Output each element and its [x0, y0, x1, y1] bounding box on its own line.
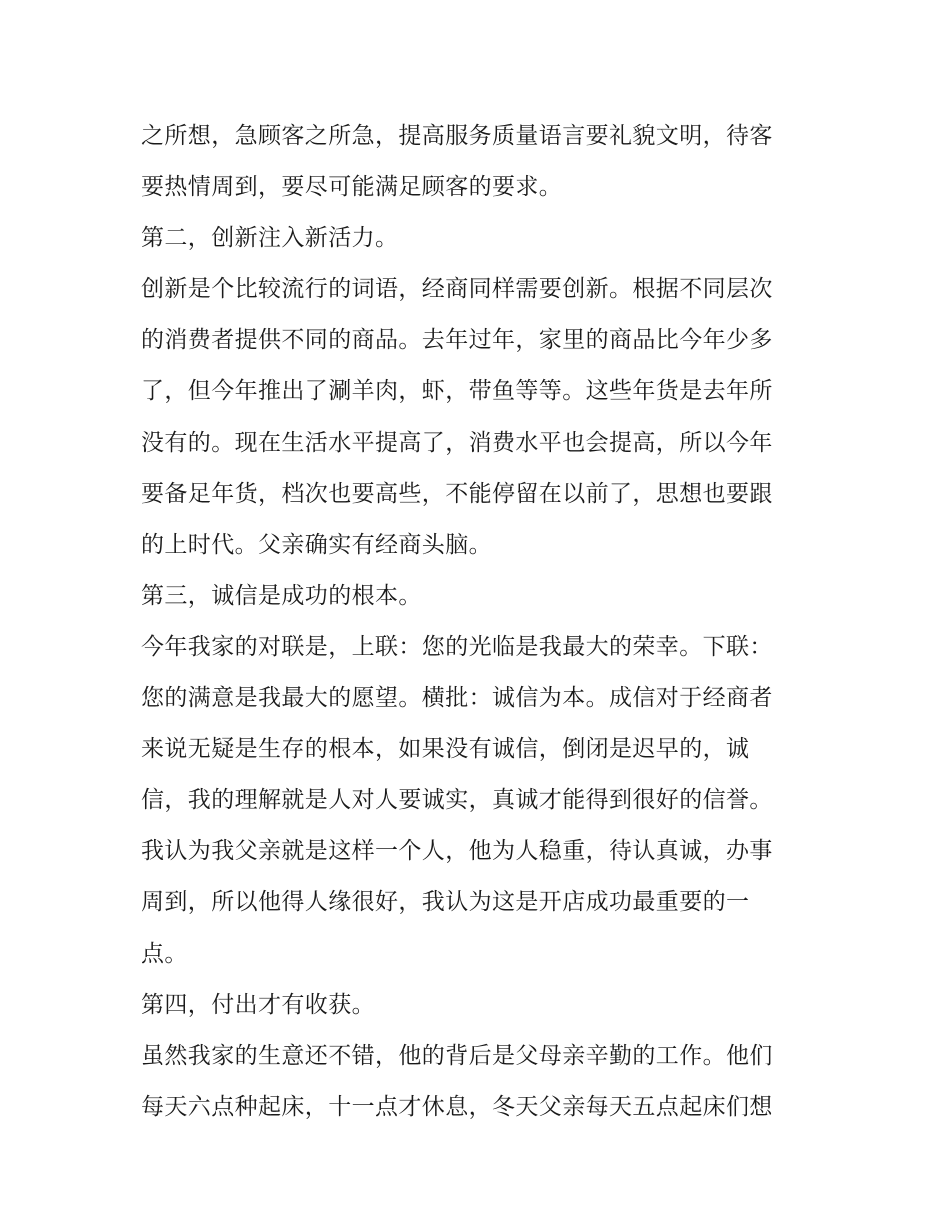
section-heading: 第四，付出才有收获。 — [141, 991, 375, 1018]
text-line: 每天六点种起床，十一点才休息，冬天父亲每天五点起床们想 — [141, 1093, 773, 1120]
text-line: 没有的。现在生活水平提高了，消费水平也会提高，所以今年 — [141, 429, 773, 456]
text-line: 了，但今年推出了涮羊肉，虾，带鱼等等。这些年货是去年所 — [141, 378, 773, 405]
text-line: 之所想，急顾客之所急，提高服务质量语言要礼貌文明，待客 — [141, 123, 773, 149]
text-line: 创新是个比较流行的词语，经商同样需要创新。根据不同层次 — [141, 276, 773, 303]
text-line: 的消费者提供不同的商品。去年过年，家里的商品比今年少多 — [141, 327, 773, 354]
text-line: 周到，所以他得人缘很好，我认为这是开店成功最重要的一 — [141, 889, 750, 916]
text-line: 要热情周到，要尽可能满足顾客的要求。 — [141, 174, 563, 201]
text-line: 我认为我父亲就是这样一个人，他为人稳重，待认真诚，办事 — [141, 838, 773, 865]
text-line: 信，我的理解就是人对人要诚实，真诚才能得到很好的信誉。 — [141, 787, 773, 814]
document-body — [141, 111, 816, 1133]
text-line: 点。 — [141, 940, 188, 967]
text-line: 您的满意是我最大的愿望。横批：诚信为本。成信对于经商者 — [141, 685, 773, 712]
text-line: 要备足年货，档次也要高些，不能停留在以前了，思想也要跟 — [141, 480, 773, 507]
text-line: 今年我家的对联是，上联：您的光临是我最大的荣幸。下联： — [141, 633, 773, 660]
section-heading: 第三，诚信是成功的根本。 — [141, 582, 422, 609]
section-heading: 第二，创新注入新活力。 — [141, 225, 399, 252]
text-line: 虽然我家的生意还不错，他的背后是父母亲辛勤的工作。他们 — [141, 1042, 773, 1069]
text-line: 的上时代。父亲确实有经商头脑。 — [141, 531, 492, 558]
text-line: 来说无疑是生存的根本，如果没有诚信，倒闭是迟早的，诚 — [141, 736, 750, 763]
